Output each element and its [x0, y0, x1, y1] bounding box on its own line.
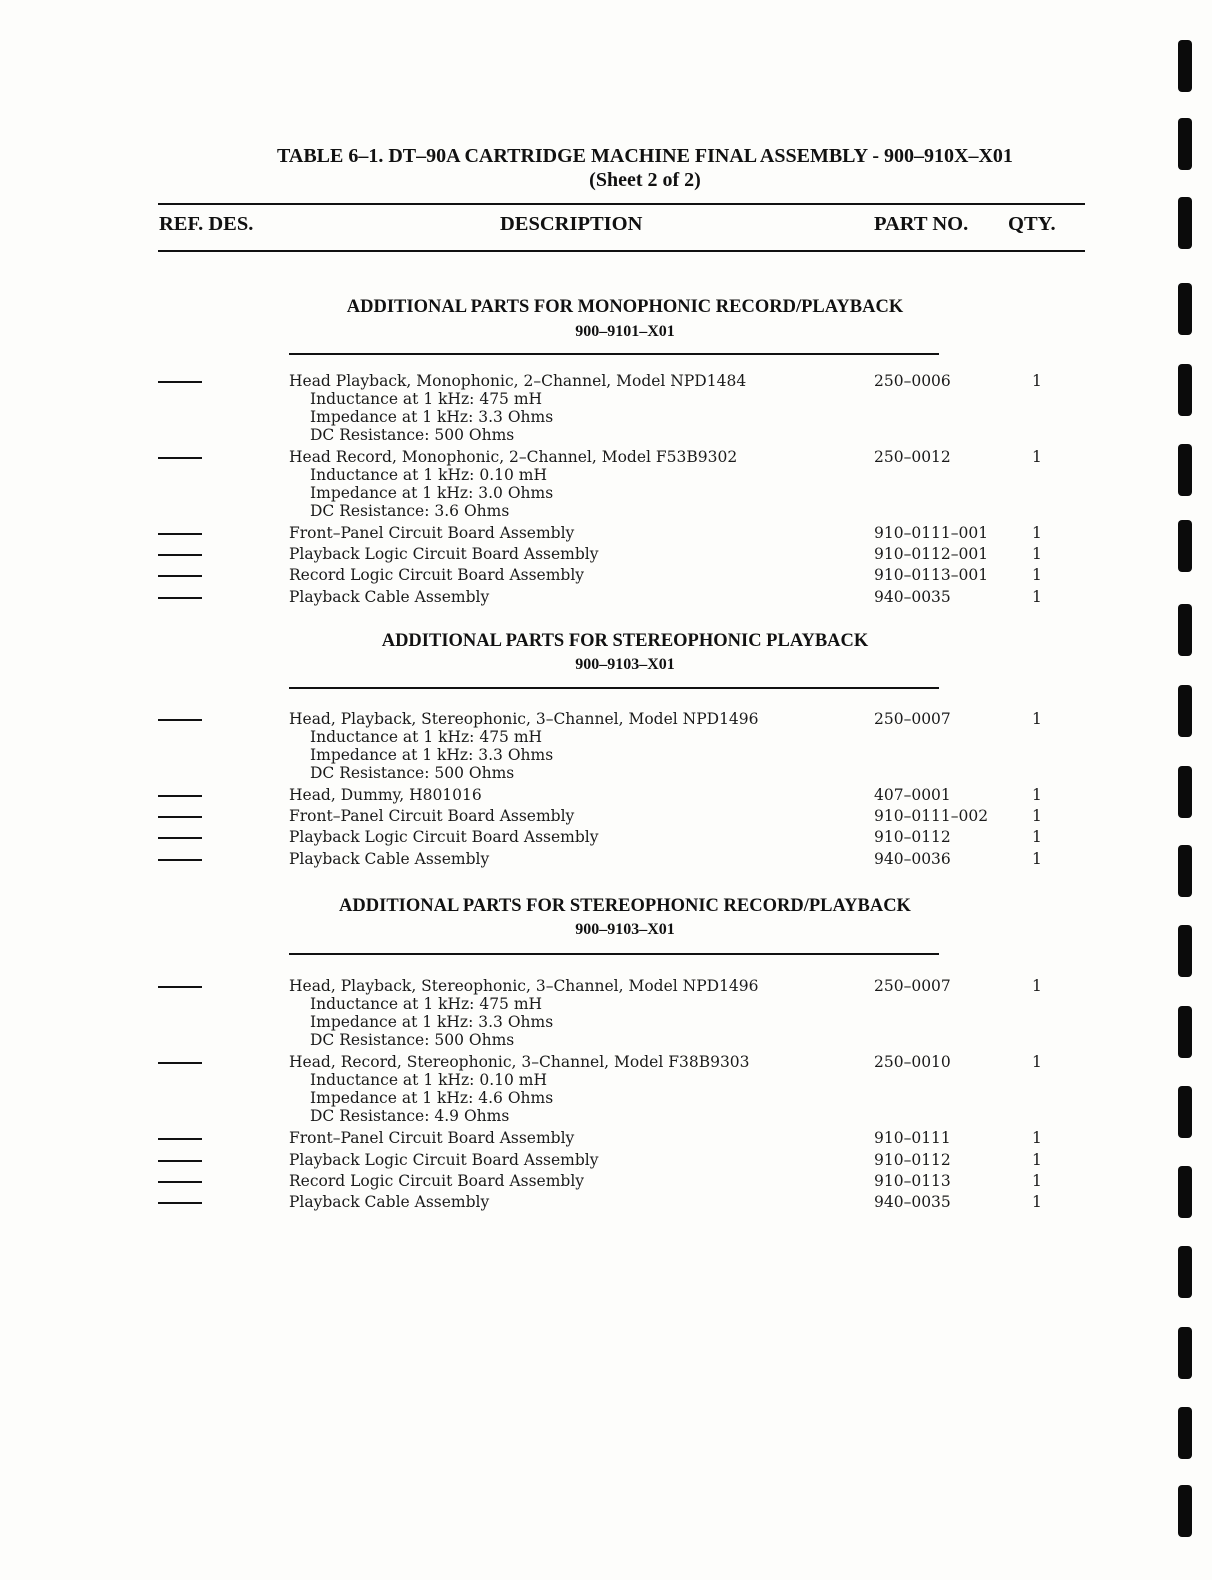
- item-quantity: 1: [1032, 710, 1042, 728]
- ref-des-dash: [158, 554, 202, 556]
- item-detail: Inductance at 1 kHz: 0.10 mH: [310, 1071, 547, 1089]
- header-top-rule: [158, 203, 1085, 205]
- item-quantity: 1: [1032, 588, 1042, 606]
- table-row: [0, 785, 1212, 805]
- binder-mark: [1178, 520, 1192, 572]
- binder-punch-marks: [1178, 0, 1200, 1580]
- binder-mark: [1178, 1407, 1192, 1459]
- item-detail: DC Resistance: 500 Ohms: [310, 1031, 515, 1049]
- table-row: [0, 1192, 1212, 1212]
- table-row: [0, 976, 1212, 996]
- item-part-number: 910–0112: [874, 828, 951, 846]
- item-detail: Inductance at 1 kHz: 475 mH: [310, 728, 543, 746]
- table-row: [0, 709, 1212, 729]
- ref-des-dash: [158, 1160, 202, 1162]
- binder-mark: [1178, 1485, 1192, 1537]
- item-description: Front–Panel Circuit Board Assembly: [289, 1129, 575, 1147]
- table-row: [0, 1150, 1212, 1170]
- item-detail: Impedance at 1 kHz: 3.3 Ohms: [310, 1013, 554, 1031]
- table-row: [0, 523, 1212, 543]
- section-title: ADDITIONAL PARTS FOR STEREOPHONIC RECORD/PLAYBACK: [339, 896, 911, 916]
- table-row: [0, 371, 1212, 391]
- item-part-number: 910–0111–001: [874, 524, 989, 542]
- binder-mark: [1178, 364, 1192, 416]
- item-detail: Inductance at 1 kHz: 475 mH: [310, 995, 543, 1013]
- item-detail: DC Resistance: 4.9 Ohms: [310, 1107, 510, 1125]
- header-part-no: PART NO.: [874, 213, 969, 235]
- item-quantity: 1: [1032, 977, 1042, 995]
- table-row: [0, 447, 1212, 467]
- section-number: 900–9103–X01: [575, 656, 675, 673]
- binder-mark: [1178, 197, 1192, 249]
- table-row: [0, 827, 1212, 847]
- item-part-number: 250–0006: [874, 372, 951, 390]
- item-description: Front–Panel Circuit Board Assembly: [289, 807, 575, 825]
- item-description: Head Record, Monophonic, 2–Channel, Model F53B9302: [289, 448, 738, 466]
- binder-mark: [1178, 444, 1192, 496]
- item-quantity: 1: [1032, 372, 1042, 390]
- ref-des-dash: [158, 1138, 202, 1140]
- table-row: [0, 849, 1212, 869]
- item-part-number: 910–0112–001: [874, 545, 989, 563]
- item-description: Head, Record, Stereophonic, 3–Channel, Model F38B9303: [289, 1053, 750, 1071]
- ref-des-dash: [158, 837, 202, 839]
- table-row: [0, 806, 1212, 826]
- sheet-label: (Sheet 2 of 2): [589, 169, 701, 191]
- ref-des-dash: [158, 1062, 202, 1064]
- item-quantity: 1: [1032, 545, 1042, 563]
- section-number: 900–9103–X01: [575, 921, 675, 938]
- item-detail: Impedance at 1 kHz: 3.3 Ohms: [310, 746, 554, 764]
- ref-des-dash: [158, 859, 202, 861]
- ref-des-dash: [158, 597, 202, 599]
- item-description: Head, Playback, Stereophonic, 3–Channel, Model NPD1496: [289, 977, 759, 995]
- section-rule: [289, 353, 939, 355]
- item-description: Playback Logic Circuit Board Assembly: [289, 828, 599, 846]
- item-quantity: 1: [1032, 448, 1042, 466]
- binder-mark: [1178, 685, 1192, 737]
- section-title: ADDITIONAL PARTS FOR MONOPHONIC RECORD/PLAYBACK: [346, 297, 904, 317]
- binder-mark: [1178, 1086, 1192, 1138]
- item-description: Record Logic Circuit Board Assembly: [289, 566, 585, 584]
- header-bottom-rule: [158, 250, 1085, 252]
- section-rule: [289, 953, 939, 955]
- item-part-number: 940–0035: [874, 588, 951, 606]
- item-detail: Inductance at 1 kHz: 475 mH: [310, 390, 543, 408]
- header-ref-des: REF. DES.: [159, 213, 254, 235]
- binder-mark: [1178, 283, 1192, 335]
- table-row: [0, 565, 1212, 585]
- table-row: [0, 1171, 1212, 1191]
- ref-des-dash: [158, 381, 202, 383]
- item-description: Head, Playback, Stereophonic, 3–Channel, Model NPD1496: [289, 710, 759, 728]
- item-part-number: 910–0113: [874, 1172, 951, 1190]
- item-quantity: 1: [1032, 807, 1042, 825]
- ref-des-dash: [158, 719, 202, 721]
- item-description: Playback Cable Assembly: [289, 850, 490, 868]
- item-part-number: 940–0036: [874, 850, 951, 868]
- item-quantity: 1: [1032, 566, 1042, 584]
- item-description: Playback Logic Circuit Board Assembly: [289, 545, 599, 563]
- ref-des-dash: [158, 533, 202, 535]
- binder-mark: [1178, 845, 1192, 897]
- ref-des-dash: [158, 575, 202, 577]
- item-quantity: 1: [1032, 786, 1042, 804]
- item-quantity: 1: [1032, 828, 1042, 846]
- item-quantity: 1: [1032, 850, 1042, 868]
- ref-des-dash: [158, 795, 202, 797]
- item-description: Playback Cable Assembly: [289, 1193, 490, 1211]
- section-rule: [289, 687, 939, 689]
- item-description: Playback Logic Circuit Board Assembly: [289, 1151, 599, 1169]
- item-description: Front–Panel Circuit Board Assembly: [289, 524, 575, 542]
- item-part-number: 250–0010: [874, 1053, 951, 1071]
- item-description: Playback Cable Assembly: [289, 588, 490, 606]
- item-quantity: 1: [1032, 1172, 1042, 1190]
- table-row: [0, 1128, 1212, 1148]
- binder-mark: [1178, 40, 1192, 92]
- item-detail: Impedance at 1 kHz: 3.0 Ohms: [310, 484, 554, 502]
- item-quantity: 1: [1032, 1129, 1042, 1147]
- item-quantity: 1: [1032, 1193, 1042, 1211]
- item-detail: DC Resistance: 3.6 Ohms: [310, 502, 510, 520]
- binder-mark: [1178, 1246, 1192, 1298]
- item-quantity: 1: [1032, 1151, 1042, 1169]
- section-number: 900–9101–X01: [575, 323, 675, 340]
- section-title: ADDITIONAL PARTS FOR STEREOPHONIC PLAYBACK: [381, 631, 869, 651]
- item-part-number: 910–0111: [874, 1129, 951, 1147]
- binder-mark: [1178, 1327, 1192, 1379]
- item-detail: Impedance at 1 kHz: 3.3 Ohms: [310, 408, 554, 426]
- ref-des-dash: [158, 457, 202, 459]
- item-detail: DC Resistance: 500 Ohms: [310, 426, 515, 444]
- ref-des-dash: [158, 1181, 202, 1183]
- item-part-number: 910–0112: [874, 1151, 951, 1169]
- item-part-number: 250–0012: [874, 448, 951, 466]
- binder-mark: [1178, 1006, 1192, 1058]
- item-part-number: 250–0007: [874, 710, 951, 728]
- item-detail: Inductance at 1 kHz: 0.10 mH: [310, 466, 547, 484]
- item-description: Head Playback, Monophonic, 2–Channel, Model NPD1484: [289, 372, 747, 390]
- ref-des-dash: [158, 816, 202, 818]
- item-quantity: 1: [1032, 524, 1042, 542]
- item-detail: Impedance at 1 kHz: 4.6 Ohms: [310, 1089, 554, 1107]
- item-part-number: 910–0111–002: [874, 807, 989, 825]
- table-title: TABLE 6–1. DT–90A CARTRIDGE MACHINE FINAL ASSEMBLY - 900–910X–X01: [277, 145, 1013, 167]
- binder-mark: [1178, 925, 1192, 977]
- ref-des-dash: [158, 1202, 202, 1204]
- item-description: Record Logic Circuit Board Assembly: [289, 1172, 585, 1190]
- binder-mark: [1178, 118, 1192, 170]
- binder-mark: [1178, 1166, 1192, 1218]
- ref-des-dash: [158, 986, 202, 988]
- item-part-number: 940–0035: [874, 1193, 951, 1211]
- table-row: [0, 587, 1212, 607]
- binder-mark: [1178, 604, 1192, 656]
- item-detail: DC Resistance: 500 Ohms: [310, 764, 515, 782]
- header-qty: QTY.: [1008, 213, 1056, 235]
- item-quantity: 1: [1032, 1053, 1042, 1071]
- item-description: Head, Dummy, H801016: [289, 786, 482, 804]
- header-description: DESCRIPTION: [500, 213, 643, 235]
- table-row: [0, 1052, 1212, 1072]
- table-row: [0, 544, 1212, 564]
- item-part-number: 910–0113–001: [874, 566, 989, 584]
- item-part-number: 250–0007: [874, 977, 951, 995]
- item-part-number: 407–0001: [874, 786, 951, 804]
- binder-mark: [1178, 766, 1192, 818]
